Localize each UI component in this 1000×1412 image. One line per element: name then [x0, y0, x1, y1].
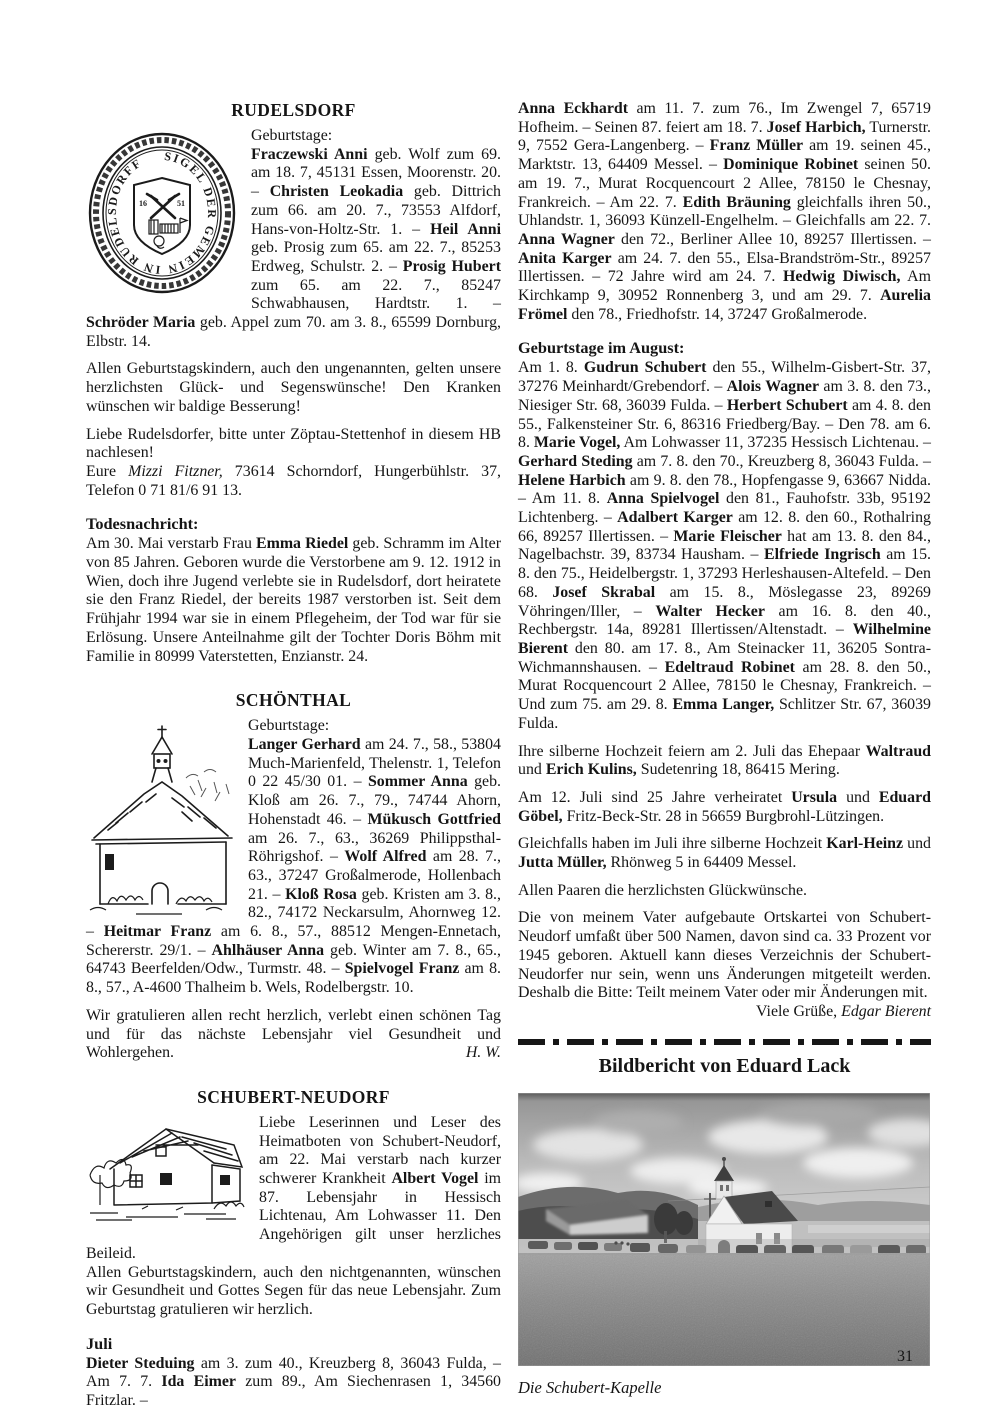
schoenthal-birthdays-block [86, 717, 501, 998]
page-number: 31 [897, 1348, 913, 1365]
rudelsdorf-wishes-text: Allen Geburtstagskindern, auch den ungenannten, gelten unsere herzlichsten Glück- und Segenswünsche! Den Kranken wünschen wir baldige Besserung! [86, 360, 501, 415]
silver-wedding-kulins: Ihre silberne Hochzeit feiern am 2. Juli das Ehepaar Waltraud und Erich Kulins, Sudetenring 18, 86415 Mering. [518, 742, 931, 779]
right-column [518, 100, 931, 1398]
silver-wedding-goebel: Am 12. Juli sind 25 Jahre verheiratet Ursula und Eduard Göbel, Fritz-Beck-Str. 28 in 56659 Burgbrohl-Lützingen. [518, 788, 931, 825]
death-notice-text: Am 30. Mai verstarb Frau Emma Riedel geb. Schramm im Alter von 85 Jahren. Geboren wurde die Verstorbene am 9. 12. 1912 in Wien, doch ihre Jugend verlebte sie in Rudelsdorf, dort heiratete sie den Franz Riedel, der bereits 1987 verstorben ist. Seit dem Frühjahr 1994 war sie in einem Pflegeheim, der Tod war für sie Erlösung. Unsere Anteilnahme gilt der Tochter Doris Böhm mit Familie in 80999 Vaterstetten, Enzianstr. 24. [86, 535, 501, 665]
july-birthdays-text: Anna Eckhardt am 11. 7. zum 76., Im Zwengel 7, 65719 Hofheim. – Seinen 87. feiert am 18. 7. Josef Harbich, Turnerstr. 9, 7552 Gera-Langenberg. – Franz Müller am 19. seinen 45., Marktstr. 13, 64409 Messel. – Dominique Robinet seinen 50. am 19. 7., Murat Rocquencourt 2 Allee, 78150 le Chesnay, Frankreich. – Am 22. 7. Edith Bräuning gleichfalls ihren 50., Uhlandstr. 1, 36093 Künzell-Engelhelm. – Gleichfalls am 22. 7. Anna Wagner den 72., Berliner Allee 10, 89257 Illertissen. – Anita Karger am 24. 7. den 55., Elsa-Brandström-Str., 89257 Illertissen. – 72 Jahre wird am 24. 7. Hedwig Diwisch, Am Kirchkamp 9, 30952 Ronnenberg 3, und am 29. 7. Aurelia Frömel den 78., Friedhofstr. 14, 37247 Großalmerode. [518, 100, 932, 323]
schubert-neudorf-block [86, 1114, 501, 1264]
section-title-schoenthal: SCHÖNTHAL [235, 690, 352, 711]
seal-year-right: 51 [177, 199, 185, 208]
rudelsdorf-birthdays-text: Fraczewski Anni geb. Wolf zum 69. am 18. 7, 45131 Essen, Moorenstr. 20. – Christen Leokadia geb. Dittrich zum 66. am 20. 7., 73553 Alfdorf, Hans-von-Holtz-Str. 1. – Heil Anni geb. Prosig zum 65. am 22. 7., 85253 Erdweg, Schulstr. 2. – Prosig Hubert zum 65. am 22. 7., 85247 Schwabhausen, Hardtstr. 1. – Schröder Maria geb. Appel zum 70. am 3. 8., 65599 Dornburg, Elbstr. 14. [86, 145, 501, 350]
rudelsdorf-birthdays-block [86, 127, 501, 351]
juli-birthdays-text: Dieter Steduing am 3. zum 40., Kreuzberg 8, 36043 Fulda, – Am 7. 7. Ida Eimer zum 89., Am Siechenrasen 1, 34560 Fritzlar. – [86, 1354, 502, 1410]
schoenthal-chapel-sketch [86, 720, 234, 920]
seal-ring-text: SIGEL DER GEMEIN IN RUDELSDORFF [104, 148, 220, 278]
photo-caption: Die Schubert-Kapelle [518, 1377, 662, 1397]
schoenthal-geburtstage-label: Geburtstage: [248, 717, 330, 735]
rudelsdorf-seal-image [86, 130, 238, 296]
svg-text:SIGEL DER GEMEIN IN RUDELSDORF [105, 149, 219, 277]
section-title-rudelsdorf: RUDELSDORF [231, 100, 356, 120]
section-title-schubert-neudorf: SCHUBERT-NEUDORF [197, 1086, 390, 1107]
wedding-wishes-text: Allen Paaren die herzlichsten Glückwünsche. [518, 881, 808, 899]
seal-year-left: 16 [139, 199, 147, 208]
august-birthdays-title: Geburtstage im August: [518, 338, 685, 358]
schoenthal-wishes: Wir gratulieren allen recht herzlich, verlebt einen schönen Tag und für das nächste Lebensjahr viel Gesundheit und Wohlergehen. [86, 1006, 501, 1062]
silver-wedding-mueller: Gleichfalls haben im Juli ihre silberne Hochzeit Karl-Heinz und Jutta Müller, Rhönweg 5 in 64409 Messel. [518, 835, 931, 872]
rudelsdorf-geburtstage-label: Geburtstage: [251, 127, 333, 144]
dash-dot-divider [518, 1039, 931, 1045]
rudelsdorf-note-text: Liebe Rudelsdorfer, bitte unter Zöptau-Stettenhof in diesem HB nachlesen! [86, 425, 501, 462]
schubert-neudorf-intro-text: Liebe Leserinnen und Leser des Heimatboten von Schubert-Neudorf, am 22. Mai verstarb nach kurzer schwerer Krankheit Albert Vogel im 87. Lebensjahr in Hessisch Lichtenau, Am Lohwasser 11. Den Angehörigen gilt unser herzliches Beileid. [86, 1113, 502, 1262]
rudelsdorf-signature-line: Eure Mizzi Fitzner, 73614 Schorndorf, Hungerbühlstr. 37, Telefon 0 71 81/6 91 13. [86, 462, 501, 499]
greeting-line: Viele Grüße, Edgar Bierent [756, 1002, 931, 1020]
bildbericht-title: Bildbericht von Eduard Lack [598, 1054, 851, 1077]
death-notice-title: Todesnachricht: [86, 514, 199, 534]
august-birthdays-text: Am 1. 8. Gudrun Schubert den 55., Wilhelm-Gisbert-Str. 37, 37276 Meinhardt/Grebendorf. – Alois Wagner am 3. 8. den 73., Niesiger Str. 68, 36039 Fulda. – Herbert Schubert am 4. 8. den 55., Falkensteiner Str. 6, 86316 Friedberg/Bay. – Den 78. am 6. 8. Marie Vogel, Am Lohwasser 11, 37235 Hessisch Lichtenau. – Gerhard Steding am 7. 8. den 70., Kreuzberg 8, 36043 Fulda. – Helene Harbich am 9. 8. den 78., Hopfengasse 9, 63667 Nidda. – Am 11. 8. Anna Spielvogel den 81., Fauhofstr. 33b, 95192 Lichtenberg. – Adalbert Karger am 12. 8. den 60., Rothalring 66, 89257 Illertissen. – Marie Fleischer hat am 13. 8. den 84., Nagelbachstr. 39, 83734 Hausham. – Elfriede Ingrisch am 15. 8. den 75., Heidelbergstr. 1, 37293 Herleshausen-Altefeld. – Den 68. Josef Skrabal am 15. 8., Möslegasse 23, 89269 Vöhringen/Iller, – Walter Hecker am 16. 8. den 40., Rechbergstr. 14a, 89281 Illertissen/Altenstadt. – Wilhelmine Bierent den 80. am 17. 8., Am Steinacker 11, 36205 Sontra-Wichmannshausen. – Edeltraud Robinet am 28. 8. den 50., Murat Rocquencourt 2 Allee, 78150 le Chesnay, Frankreich. – Und zum 75. am 29. 8. Emma Langer, Schlitzer Str. 67, 36039 Fulda. [518, 359, 932, 732]
left-column [86, 100, 501, 1411]
schoenthal-wishes-text [86, 1007, 501, 1063]
schoenthal-birthdays-text: Langer Gerhard am 24. 7., 58., 53804 Much-Marienfeld, Thelenstr. 1, Telefon 0 22 45/30 01. – Sommer Anna geb. Kloß am 26. 7., 79., 74744 Ahorn, Hohenstadt 46. – Mükusch Gottfried am 26. 7., 63., 36269 Philippsthal-Röhrigshof. – Wolf Alfred am 28. 7., 63., 37247 Großalmerode, Hollenbach 21. – Kloß Rosa geb. Kristen am 3. 8., 82., 74172 Neckarsulm, Ahornweg 12. – Heitmar Franz am 6. 8., 57., 88512 Mengen-Ennetach, Schererstr. 29/1. – Ahlhäuser Anna geb. Winter am 7. 8., 65., 64743 Beerfelden/Odw., Turmstr. 48. – Spielvogel Franz am 8. 8., 57., A-4600 Thalheim b. Wels, Rodelbergstr. 10. [86, 735, 502, 997]
schubert-kapelle-photo [518, 1093, 930, 1366]
schubert-neudorf-wishes-text: Allen Geburtstagskindern, auch den nichtgenannten, wünschen wir Gesundheit und Gottes Segen für das neue Lebensjahr. Zum Geburtstag gratulieren wir herzlich. [86, 1263, 501, 1318]
juli-title: Juli [86, 1333, 113, 1353]
schoenthal-initials: H. W. [458, 1044, 501, 1063]
ortskartei-text: Die von meinem Vater aufgebaute Ortskartei von Schubert-Neudorf umfaßt über 500 Namen, davon sind ca. 33 Prozent vor 1945 geboren. Aktuell kann dieses Verzeichnis der Schubert-Neudorfer nur sein, wenn uns Änderungen mitgeteilt werden. Deshalb die Bitte: Teilt meinem Vater oder mir Änderungen mit. [518, 909, 931, 1002]
schubert-neudorf-house-sketch [86, 1117, 248, 1225]
